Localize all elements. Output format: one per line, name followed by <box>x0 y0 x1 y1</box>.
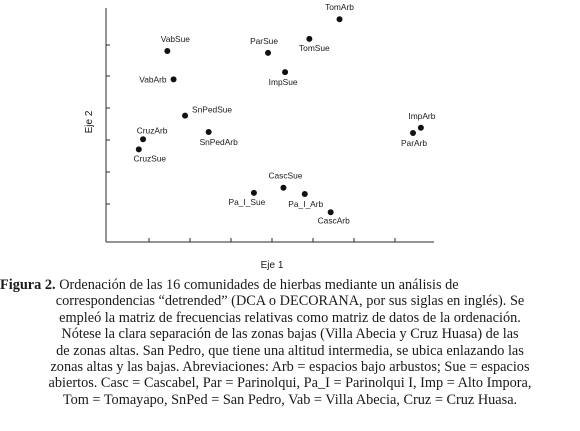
point-label-cruzarb: CruzArb <box>136 125 168 136</box>
point-label-pararb: ParArb <box>400 137 428 148</box>
point-label-impsue: ImpSue <box>268 77 298 88</box>
caption-line-2: correspondencias “detrended” (DCA o DECORANA, por sus siglas en inglés). Se <box>55 293 525 310</box>
data-point-vabarb <box>171 76 177 82</box>
data-point-pararb <box>410 130 416 136</box>
data-point-parsue <box>265 50 271 56</box>
data-point-impsue <box>282 69 288 75</box>
point-label-pa-i-sue: Pa_I_Sue <box>228 196 266 207</box>
caption-line-5: de zonas altas. San Pedro, que tiene una altitud intermedia, se ubica enlazando las <box>56 342 524 359</box>
point-label-cruzsue: CruzSue <box>133 153 167 164</box>
data-point-vabsue <box>164 48 170 54</box>
data-point-tomsue <box>306 36 312 42</box>
point-label-snpedarb: SnPedArb <box>199 137 238 148</box>
point-label-pa-i-arb: Pa_I_Arb <box>288 199 324 210</box>
x-axis-label: Eje 1 <box>260 260 284 271</box>
y-axis-label: Eje 2 <box>84 110 95 134</box>
point-label-tomsue: TomSue <box>298 42 330 53</box>
plot-points <box>134 2 436 225</box>
point-label-vabarb: VabArb <box>139 74 167 85</box>
figure-caption <box>0 277 580 408</box>
point-label-cascsue: CascSue <box>268 170 303 181</box>
point-label-vabsue: VabSue <box>160 34 190 45</box>
data-point-cruzarb <box>140 136 146 142</box>
data-point-imparb <box>418 125 424 131</box>
data-point-cascsue <box>280 185 286 191</box>
caption-line-3: empleó la matriz de frecuencias relativas como matriz de datos de la ordenación. <box>59 309 521 326</box>
caption-line-7: abiertos. Casc = Cascabel, Par = Parinolqui, Pa_I = Parinolqui I, Imp = Alto Impora, <box>48 375 532 392</box>
data-point-snpedarb <box>206 129 212 135</box>
point-label-snpedsue: SnPedSue <box>192 104 233 115</box>
point-label-cascarb: CascArb <box>317 215 350 226</box>
caption-line-6: zonas altas y las bajas. Abreviaciones: Arb = espacios bajo arbustos; Sue = espacios <box>50 359 530 376</box>
data-point-tomarb <box>337 16 343 22</box>
data-point-pa-i-arb <box>302 191 308 197</box>
data-point-pa-i-sue <box>251 190 257 196</box>
caption-line-8: Tom = Tomayapo, SnPed = San Pedro, Vab = Villa Abecia, Cruz = Cruz Huasa. <box>62 391 518 408</box>
point-label-parsue: ParSue <box>250 35 279 46</box>
point-label-tomarb: TomArb <box>325 2 354 13</box>
data-point-cruzsue <box>136 146 142 152</box>
figure-label: Figura 2. <box>0 277 56 293</box>
caption-line-4: Nótese la clara separación de las zonas bajas (Villa Abecia y Cruz Huasa) de las <box>61 326 519 343</box>
caption-line-1: Figura 2. Ordenación de las 16 comunidades de hierbas mediante un análisis de <box>0 277 459 293</box>
data-point-snpedsue <box>182 113 188 119</box>
point-label-imparb: ImpArb <box>408 110 436 121</box>
